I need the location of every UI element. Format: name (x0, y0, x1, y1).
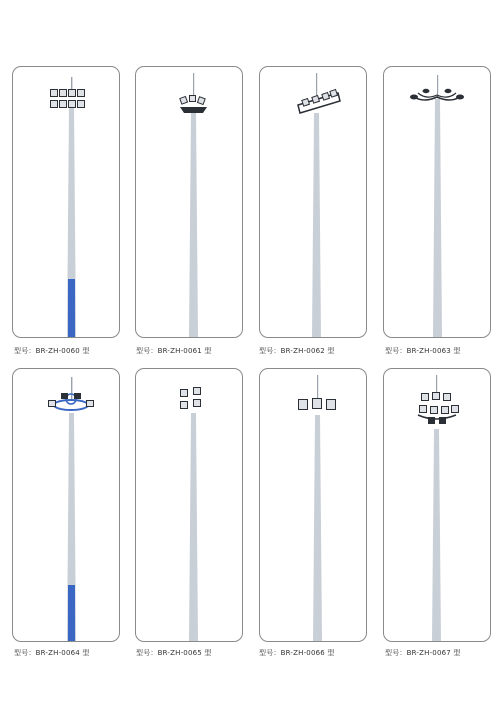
product-card-0063 (383, 66, 491, 338)
stacked-floodlight-array-icon (50, 89, 85, 108)
triple-floodlight-icon (298, 398, 336, 410)
high-mast-pole-0062 (260, 67, 367, 338)
model-caption-0060: 型号：BR-ZH-0060 型 (14, 347, 90, 355)
model-caption-0061: 型号：BR-ZH-0061 型 (136, 347, 212, 355)
four-panel-floodlight-icon (180, 387, 201, 409)
high-mast-pole-0066 (260, 369, 367, 642)
model-caption-0067: 型号：BR-ZH-0067 型 (385, 649, 461, 657)
product-card-0061 (135, 66, 243, 338)
product-card-0066 (259, 368, 367, 642)
product-card-0060 (12, 66, 120, 338)
high-mast-pole-0061 (136, 67, 243, 338)
product-card-0062 (259, 66, 367, 338)
model-caption-0063: 型号：BR-ZH-0063 型 (385, 347, 461, 355)
model-caption-0065: 型号：BR-ZH-0065 型 (136, 649, 212, 657)
multi-tier-floodlight-icon (418, 392, 459, 424)
ring-floodlight-icon (179, 95, 207, 113)
model-caption-0062: 型号：BR-ZH-0062 型 (259, 347, 335, 355)
high-mast-pole-0060 (13, 67, 120, 338)
model-caption-0064: 型号：BR-ZH-0064 型 (14, 649, 90, 657)
high-mast-pole-0067 (384, 369, 491, 642)
product-card-0065 (135, 368, 243, 642)
model-caption-0066: 型号：BR-ZH-0066 型 (259, 649, 335, 657)
high-mast-pole-0065 (136, 369, 243, 642)
product-card-0067 (383, 368, 491, 642)
lift-frame-floodlight-icon (298, 89, 340, 113)
high-mast-pole-0063 (384, 67, 491, 338)
product-card-0064 (12, 368, 120, 642)
high-mast-pole-0064 (13, 369, 120, 642)
